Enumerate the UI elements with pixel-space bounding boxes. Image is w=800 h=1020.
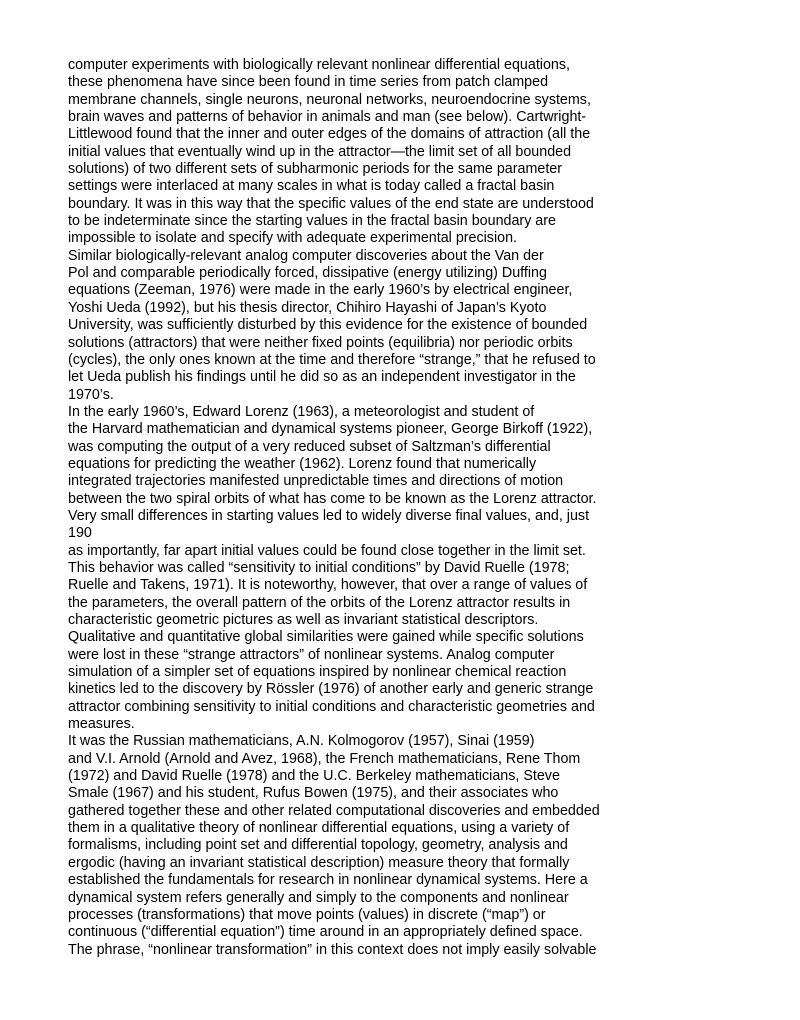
text-line: Very small differences in starting values led to widely diverse final values, and, just: [68, 507, 590, 524]
text-line: It was the Russian mathematicians, A.N. Kolmogorov (1957), Sinai (1959): [68, 733, 535, 750]
text-line: impossible to isolate and specify with adequate experimental precision.: [68, 230, 518, 247]
text-line: dynamical system refers generally and simply to the components and nonlinear: [68, 889, 569, 906]
document-page: [68, 57, 648, 959]
text-line: Qualitative and quantitative global similarities were gained while specific solutions: [68, 629, 584, 646]
text-line: Yoshi Ueda (1992), but his thesis director, Chihiro Hayashi of Japan’s Kyoto: [68, 299, 547, 316]
text-line: established the fundamentals for research in nonlinear dynamical systems. Here a: [68, 872, 588, 889]
text-line: computer experiments with biologically relevant nonlinear differential equations,: [68, 57, 570, 73]
text-line: This behavior was called “sensitivity to initial conditions” by David Ruelle (1978;: [68, 559, 570, 576]
text-line: measures.: [68, 716, 135, 733]
text-line: solutions (attractors) that were neither fixed points (equilibria) nor periodic orbits: [68, 334, 573, 351]
page-number: 190: [68, 525, 92, 542]
text-line: processes (transformations) that move points (values) in discrete (“map”) or: [68, 906, 546, 923]
text-line: integrated trajectories manifested unpredictable times and directions of motion: [68, 473, 564, 490]
text-line: equations for predicting the weather (1962). Lorenz found that numerically: [68, 455, 537, 472]
text-line: (cycles), the only ones known at the time and therefore “strange,” that he refused to: [68, 351, 596, 368]
text-line: (1972) and David Ruelle (1978) and the U.C. Berkeley mathematicians, Steve: [68, 768, 560, 785]
text-line: them in a qualitative theory of nonlinear differential equations, using a variety of: [68, 820, 570, 837]
text-line: ergodic (having an invariant statistical description) measure theory that formally: [68, 854, 570, 871]
text-line: Ruelle and Takens, 1971). It is noteworthy, however, that over a range of values of: [68, 577, 588, 594]
text-line: between the two spiral orbits of what has come to be known as the Lorenz attractor.: [68, 490, 597, 507]
text-line: to be indeterminate since the starting values in the fractal basin boundary are: [68, 213, 556, 230]
text-line: the Harvard mathematician and dynamical systems pioneer, George Birkoff (1922),: [68, 421, 593, 438]
text-line: as importantly, far apart initial values could be found close together in the limit set.: [68, 542, 586, 559]
text-line: solutions) of two different sets of subharmonic periods for the same parameter: [68, 161, 563, 178]
text-line: gathered together these and other related computational discoveries and embedded: [68, 802, 600, 819]
text-line: and V.I. Arnold (Arnold and Avez, 1968), the French mathematicians, Rene Thom: [68, 750, 581, 767]
text-line: attractor combining sensitivity to initial conditions and characteristic geometries and: [68, 698, 595, 715]
text-line: Smale (1967) and his student, Rufus Bowen (1975), and their associates who: [68, 785, 559, 802]
text-line: formalisms, including point set and differential topology, geometry, analysis and: [68, 837, 568, 854]
text-line: The phrase, “nonlinear transformation” in this context does not imply easily solvable: [68, 941, 597, 958]
text-line: brain waves and patterns of behavior in animals and man (see below). Cartwright-: [68, 109, 587, 126]
text-line: In the early 1960’s, Edward Lorenz (1963), a meteorologist and student of: [68, 403, 535, 420]
text-line: boundary. It was in this way that the specific values of the end state are understood: [68, 195, 594, 212]
text-line: these phenomena have since been found in time series from patch clamped: [68, 74, 549, 91]
text-line: membrane channels, single neurons, neuronal networks, neuroendocrine systems,: [68, 91, 591, 108]
text-line: equations (Zeeman, 1976) were made in the early 1960’s by electrical engineer,: [68, 282, 573, 299]
text-line: characteristic geometric pictures as well as invariant statistical descriptors.: [68, 612, 539, 628]
text-line: simulation of a simpler set of equations inspired by nonlinear chemical reaction: [68, 664, 567, 681]
text-line: settings were interlaced at many scales in what is today called a fractal basin: [68, 178, 555, 195]
text-line: kinetics led to the discovery by Rössler (1976) of another early and generic strange: [68, 681, 594, 698]
text-line: 1970’s.: [68, 386, 114, 403]
text-line: Pol and comparable periodically forced, dissipative (energy utilizing) Duffing: [68, 265, 547, 282]
text-line: were lost in these “strange attractors” of nonlinear systems. Analog computer: [68, 646, 555, 663]
text-line: let Ueda publish his findings until he did so as an independent investigator in the: [68, 369, 576, 386]
text-line: was computing the output of a very reduced subset of Saltzman’s differential: [68, 438, 551, 455]
text-line: University, was sufficiently disturbed by this evidence for the existence of bounded: [68, 317, 588, 334]
text-line: Littlewood found that the inner and outer edges of the domains of attraction (all the: [68, 126, 591, 143]
text-line: continuous (“differential equation”) time around in an appropriately defined space.: [68, 924, 583, 941]
text-line: the parameters, the overall pattern of the orbits of the Lorenz attractor results in: [68, 594, 571, 611]
text-line: initial values that eventually wind up in the attractor—the limit set of all bounded: [68, 143, 572, 160]
text-line: Similar biologically-relevant analog computer discoveries about the Van der: [68, 247, 544, 264]
